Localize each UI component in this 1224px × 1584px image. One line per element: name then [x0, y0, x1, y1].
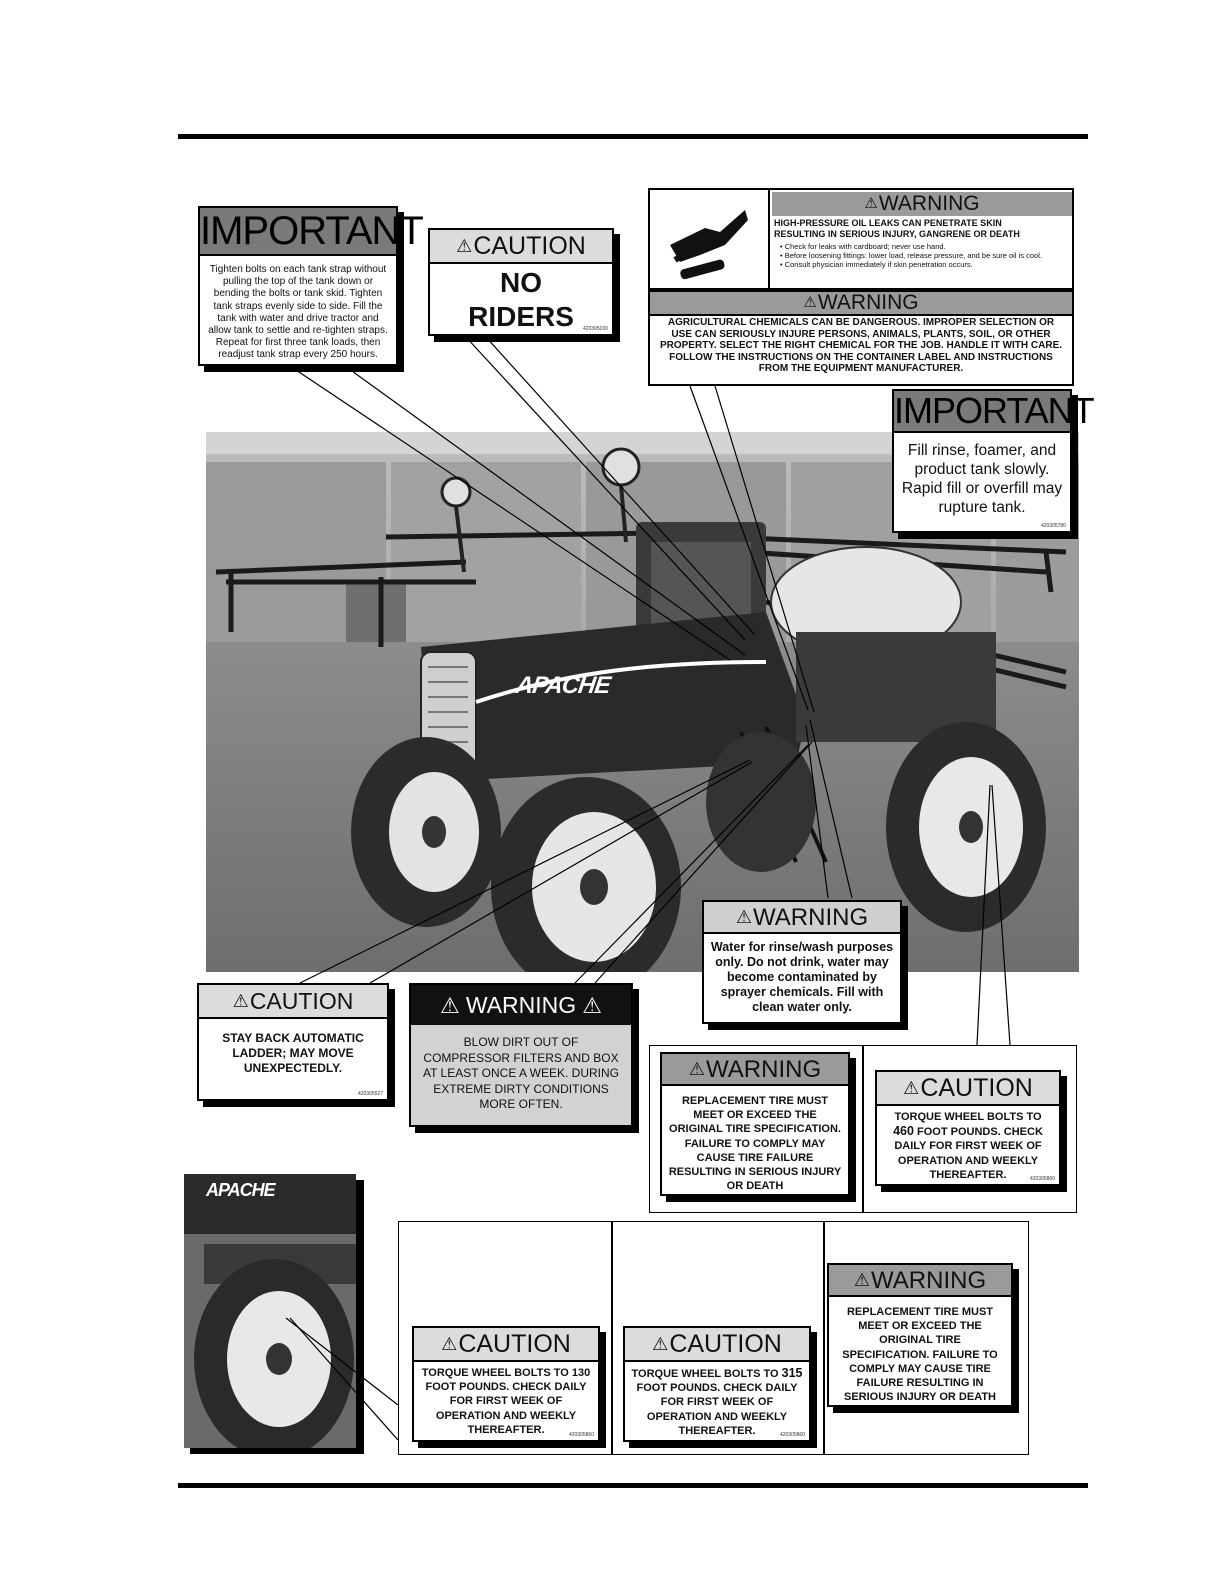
- caution-torque-315-text: TORQUE WHEEL BOLTS TO 315 FOOT POUNDS. CHECK DAILY FOR FIRST WEEK OF OPERATION AND WEEKLY THEREAFTER.: [631, 1366, 803, 1437]
- panel-divider-2: [611, 1221, 613, 1455]
- warning-triangle-icon: ⚠: [441, 1334, 458, 1354]
- caution-header: ⚠CAUTION: [414, 1328, 598, 1362]
- important-fill-decal: [892, 389, 1094, 533]
- warning-triangle-icon: ⚠: [864, 195, 878, 212]
- part-number: 420305780: [1040, 523, 1066, 529]
- warning-triangle-icon: ⚠: [903, 1078, 920, 1098]
- caution-no-riders-decal: [428, 228, 614, 336]
- photo-shadow: [356, 1180, 364, 1454]
- important-tank-strap-text: Tighten bolts on each tank strap without pulling the top of the tank down or bending the bolts or tank skid. Tighten tank straps evenly side to side. Fill the tank with water and drive tractor and allow tank to settle and re-tighten straps. Repeat for first three tank loads, then readjust tank strap every 250 hours.: [208, 264, 388, 361]
- panel-divider: [862, 1045, 864, 1213]
- warning-water-decal: [702, 900, 902, 1024]
- caution-header: ⚠CAUTION: [199, 985, 387, 1019]
- warning-triangle-icon: ⚠: [688, 1059, 706, 1079]
- warning-triangle-icon: ⚠: [735, 907, 753, 927]
- warning-oil-decal: [648, 188, 1074, 290]
- injection-hazard-icon: [650, 190, 770, 288]
- top-rule: [178, 134, 1088, 139]
- bullet-item: • Before loosening fittings: lower load, release pressure, and be sure oil is cool.: [780, 251, 1042, 260]
- caution-header: ⚠CAUTION: [625, 1328, 809, 1362]
- warning-chem-text: AGRICULTURAL CHEMICALS CAN BE DANGEROUS. IMPROPER SELECTION OR USE CAN SERIOUSLY INJURE PERSONS, ANIMALS, PLANTS, SOIL, OR OTHER PROPERTY. SELECT THE RIGHT CHEMICAL FOR THE JOB. HANDLE IT WITH CARE. FOLLOW THE INSTRUCTIONS ON THE CONTAINER LABEL AND INSTRUCTIONS FROM THE EQUIPMENT MANUFACTURER.: [659, 317, 1063, 374]
- warning-triangle-icon: ⚠: [576, 993, 602, 1018]
- important-header: IMPORTANT: [894, 390, 1094, 431]
- caution-torque-130-text: TORQUE WHEEL BOLTS TO 130 FOOT POUNDS. CHECK DAILY FOR FIRST WEEK OF OPERATION AND WEEKLY THEREAFTER.: [421, 1367, 591, 1436]
- bullet-item: • Consult physician immediately if skin penetration occurs.: [780, 260, 973, 269]
- important-fill-text: Fill rinse, foamer, and product tank slowly. Rapid fill or overfill may rupture tank.: [901, 442, 1063, 516]
- part-number: 420305860: [568, 1432, 594, 1438]
- wheel-photo: [184, 1174, 356, 1448]
- part-number: 420305527: [357, 1091, 383, 1097]
- caution-torque-460-text: TORQUE WHEEL BOLTS TO 460 FOOT POUNDS. CHECK DAILY FOR FIRST WEEK OF OPERATION AND WEEKLY THEREAFTER.: [893, 1111, 1043, 1181]
- warning-header: ⚠WARNING: [662, 1054, 848, 1086]
- caution-torque-315-decal: [623, 1326, 811, 1442]
- warning-triangle-icon: ⚠: [232, 991, 249, 1011]
- warning-chem-decal: [648, 290, 1074, 386]
- warning-chem-header: ⚠WARNING: [650, 292, 1072, 316]
- caution-ladder-decal: [197, 983, 389, 1101]
- warning-tire-decal-2: [827, 1263, 1013, 1407]
- warning-compressor-text: BLOW DIRT OUT OF COMPRESSOR FILTERS AND BOX AT LEAST ONCE A WEEK. DURING EXTREME DIRTY CONDITIONS MORE OFTEN.: [422, 1035, 620, 1111]
- bullet-item: • Check for leaks with cardboard; never use hand.: [780, 242, 946, 251]
- caution-header: ⚠CAUTION: [877, 1072, 1059, 1106]
- apache-logo: APACHE: [514, 672, 612, 699]
- warning-triangle-icon: ⚠: [440, 993, 466, 1018]
- caution-torque-130-decal: [412, 1326, 600, 1442]
- part-number: 420305860: [1029, 1176, 1055, 1182]
- warning-compressor-decal: [409, 983, 633, 1127]
- bottom-rule: [178, 1483, 1088, 1488]
- panel-divider-3: [823, 1221, 825, 1455]
- warning-header: ⚠WARNING: [704, 902, 900, 934]
- warning-triangle-icon: ⚠: [853, 1270, 871, 1290]
- caution-header: ⚠CAUTION: [430, 230, 612, 264]
- warning-oil-line1: HIGH-PRESSURE OIL LEAKS CAN PENETRATE SKIN: [774, 218, 1002, 228]
- important-tank-strap-decal: [198, 206, 423, 366]
- warning-tire-text-2: REPLACEMENT TIRE MUST MEET OR EXCEED THE ORIGINAL TIRE SPECIFICATION. FAILURE TO COMPLY MAY CAUSE TIRE FAILURE RESULTING IN SERIOUS INJURY OR DEATH: [842, 1306, 998, 1404]
- part-number: 420305860: [779, 1432, 805, 1438]
- warning-water-text: Water for rinse/wash purposes only. Do not drink, water may become contaminated by sprayer chemicals. Fill with clean water only.: [710, 940, 894, 1014]
- warning-triangle-icon: ⚠: [456, 236, 473, 256]
- caution-torque-460-decal: [875, 1070, 1061, 1186]
- warning-tire-decal: [660, 1052, 850, 1196]
- photo-shadow-bottom: [190, 1448, 364, 1454]
- warning-oil-header: ⚠WARNING: [772, 192, 1072, 216]
- caution-ladder-text: STAY BACK AUTOMATIC LADDER; MAY MOVE UNEXPECTEDLY.: [222, 1031, 364, 1075]
- warning-triangle-icon: ⚠: [652, 1334, 669, 1354]
- warning-oil-text: [774, 218, 1072, 269]
- important-header: IMPORTANT: [200, 208, 396, 256]
- warning-compressor-header: ⚠ WARNING ⚠: [411, 985, 631, 1025]
- apache-logo-small: APACHE: [206, 1180, 275, 1200]
- warning-header: ⚠WARNING: [829, 1265, 1011, 1297]
- no-riders-line2: RIDERS: [468, 301, 574, 332]
- part-number: 420305030: [582, 326, 608, 332]
- warning-oil-line2: RESULTING IN SERIOUS INJURY, GANGRENE OR DEATH: [774, 229, 1020, 239]
- warning-triangle-icon: ⚠: [803, 294, 817, 311]
- warning-tire-text: REPLACEMENT TIRE MUST MEET OR EXCEED THE ORIGINAL TIRE SPECIFICATION. FAILURE TO COMPLY MAY CAUSE TIRE FAILURE RESULTING IN SERIOUS INJURY OR DEATH: [668, 1095, 842, 1193]
- no-riders-line1: NO: [500, 267, 542, 298]
